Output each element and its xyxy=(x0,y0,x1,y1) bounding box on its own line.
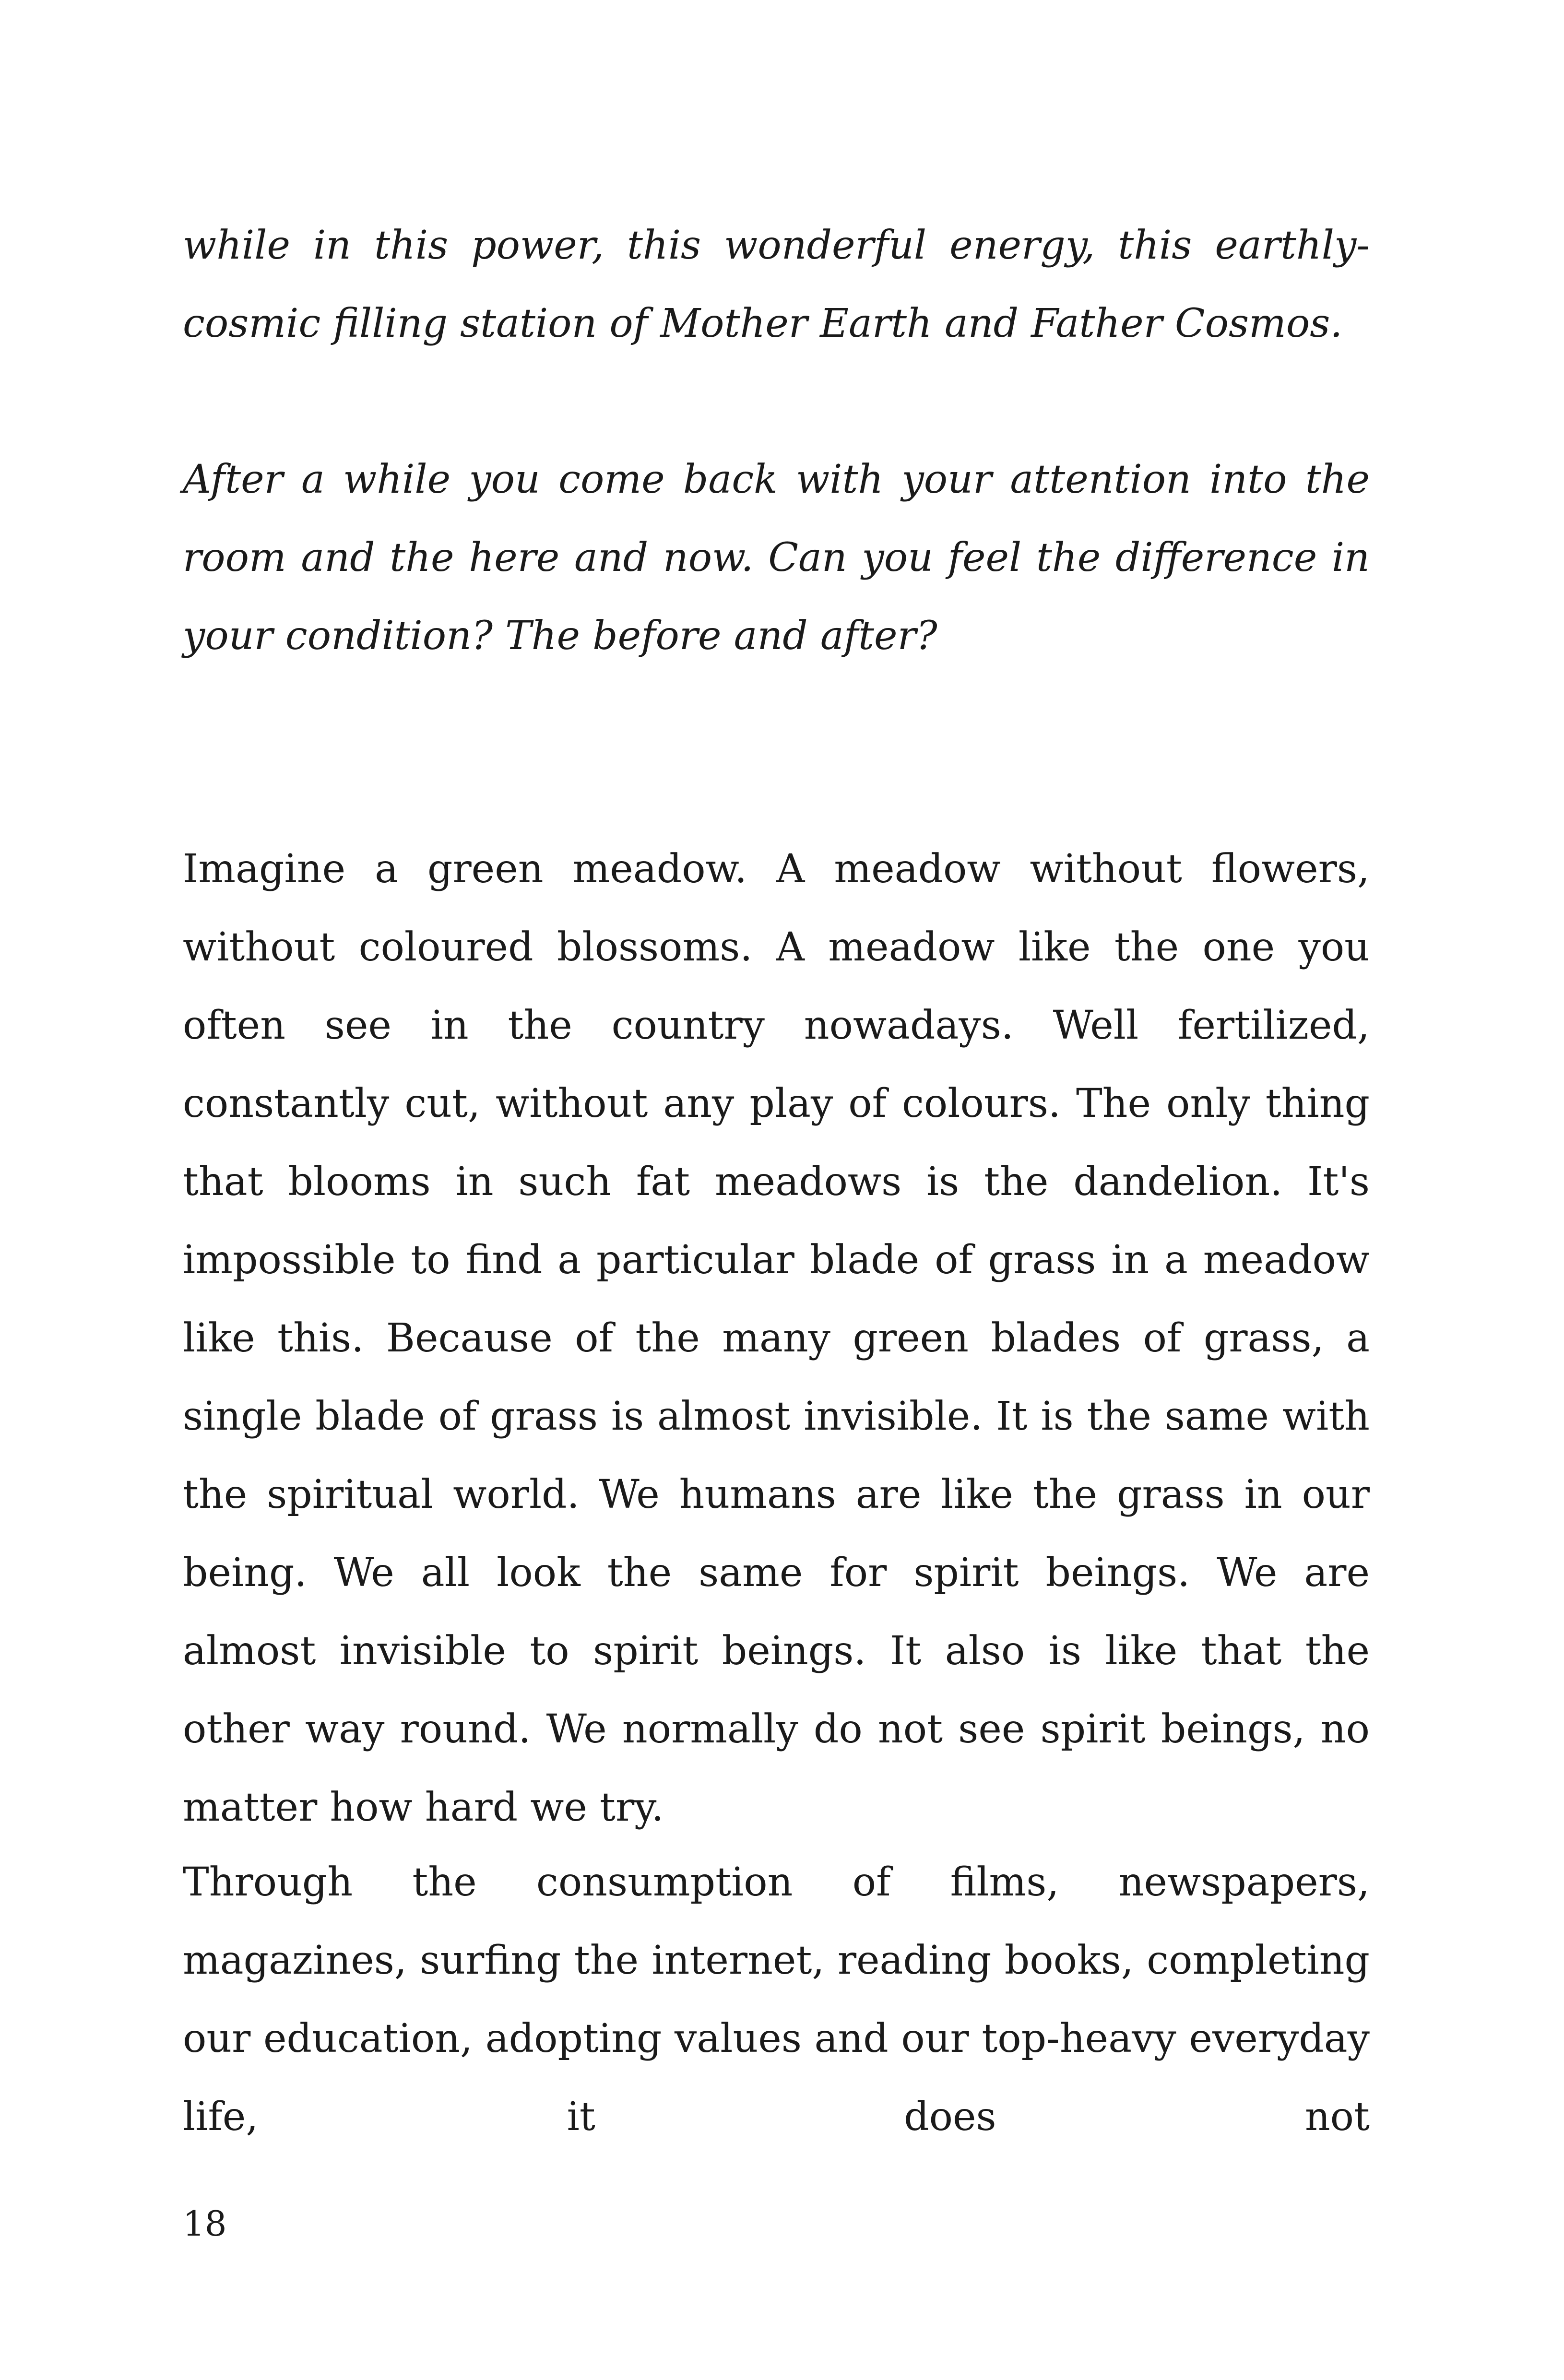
paragraph-consumption: Through the consumption of films, newspapers, magazines, surfing the internet, reading books, completing our education, adopting values and our top-heavy everyday life, it does not xyxy=(183,1859,1370,2140)
page-number: 18 xyxy=(183,2203,227,2244)
paragraph-meadow: Imagine a green meadow. A meadow without flowers, without coloured blossoms. A meadow like the one you often see in the country nowadays. Well fertilized, constantly cut, without any play of colours. The only thing that blooms in such fat meadows is the dandelion. It's impossible to find a particular blade of grass in a meadow like this. Because of the many green blades of grass, a single blade of grass is almost invisible. It is the same with the spiritual world. We humans are like the grass in our being. We all look the same for spirit beings. We are almost invisible to spirit beings. It also is like that the other way round. We normally do not see spirit beings, no matter how hard we try. xyxy=(183,846,1370,1830)
paragraph-italic-2: After a while you come back with your attention into the room and the here and now. Can you feel the difference in your condition? The before and after? xyxy=(183,457,1370,659)
paragraph-italic-1: while in this power, this wonderful energy, this earthly-cosmic filling station of Mother Earth and Father Cosmos. xyxy=(183,223,1370,346)
